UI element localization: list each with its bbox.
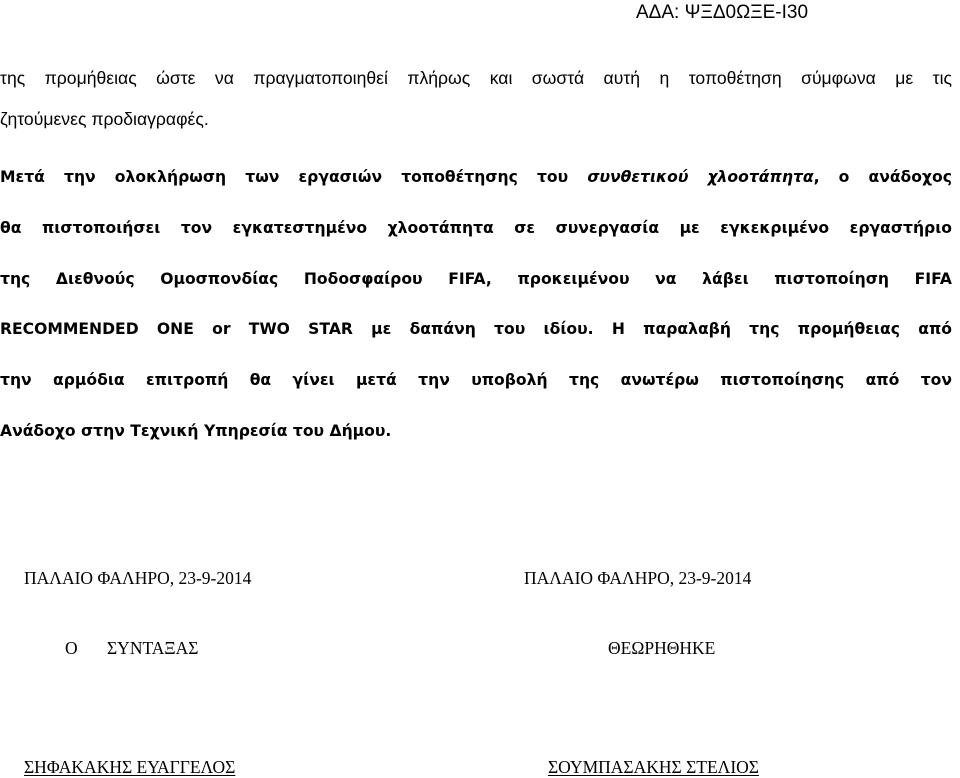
paragraph-line: RECOMMENDED ONE or TWO STAR με δαπάνη του ιδίου. Η παραλαβή της προμήθειας από — [0, 320, 952, 339]
left-signatory-name: ΣΗΦΑΚΑΚΗΣ ΕΥΑΓΓΕΛΟΣ — [24, 757, 236, 777]
left-role: ΣΥΝΤΑΞΑΣ — [107, 638, 199, 658]
left-role-article: Ο — [65, 638, 78, 658]
paragraph-line: της Διεθνούς Ομοσπονδίας Ποδοσφαίρου FIFA, προκειμένου να λάβει πιστοποίηση FIFA — [0, 269, 952, 288]
paragraph-certification — [0, 152, 952, 457]
paragraph-line-first — [0, 152, 952, 203]
right-role: ΘΕΩΡΗΘΗΚΕ — [608, 638, 716, 658]
right-signatory-name: ΣΟΥΜΠΑΣΑΚΗΣ ΣΤΕΛΙΟΣ — [548, 757, 759, 777]
paragraph-line: θα πιστοποιήσει τον εγκατεστημένο χλοοτάπητα σε συνεργασία με εγκεκριμένο εργαστήριο — [0, 218, 952, 237]
right-place-date: ΠΑΛΑΙΟ ΦΑΛΗΡΟ, 23-9-2014 — [524, 568, 752, 588]
text-run: Μετά την ολοκλήρωση των εργασιών τοποθέτησης του — [0, 168, 588, 186]
paragraph-line: την αρμόδια επιτροπή θα γίνει μετά την υποβολή της ανωτέρω πιστοποίησης από τον — [0, 371, 952, 390]
paragraph-line: Ανάδοχο στην Τεχνική Υπηρεσία του Δήμου. — [0, 421, 392, 440]
paragraph-line: ζητούμενες προδιαγραφές. — [0, 109, 209, 129]
ada-code: ΑΔΑ: ΨΞΔ0ΩΞΕ-Ι30 — [636, 2, 809, 23]
emphasis-text: συνθετικού χλοοτάπητα — [587, 168, 814, 186]
paragraph-continuation — [0, 58, 952, 140]
left-place-date: ΠΑΛΑΙΟ ΦΑΛΗΡΟ, 23-9-2014 — [24, 568, 252, 588]
text-run: , ο ανάδοχος — [813, 168, 952, 186]
paragraph-line: της προμήθειας ώστε να πραγματοποιηθεί πλήρως και σωστά αυτή η τοποθέτηση σύμφωνα με τις — [0, 68, 952, 88]
